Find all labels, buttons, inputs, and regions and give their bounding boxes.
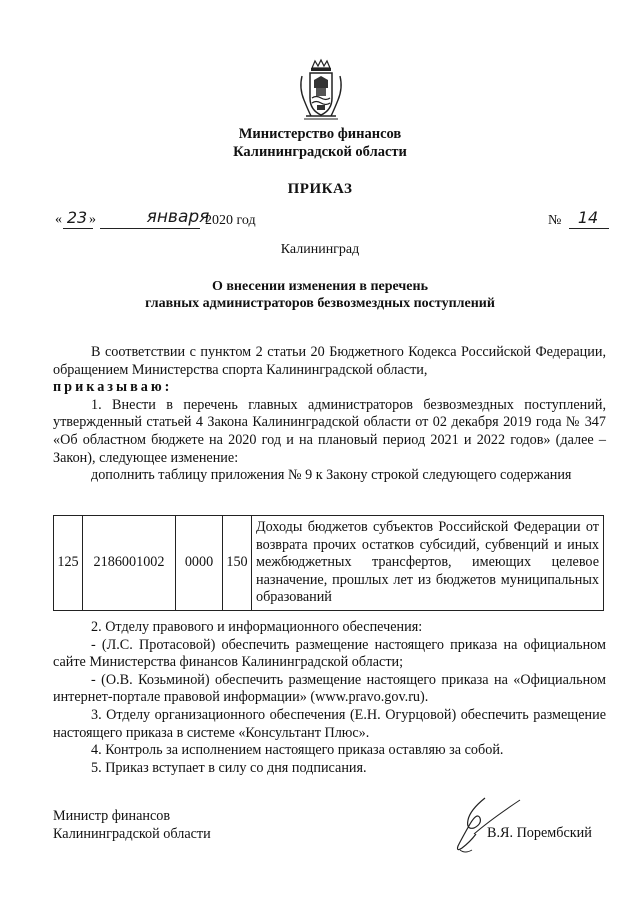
signatory-position-line1: Министр финансов: [53, 808, 171, 824]
order-body-part2: [53, 619, 606, 777]
date-number-line: [55, 209, 600, 235]
handwritten-month: января: [146, 207, 210, 227]
subject-line2: главных администраторов безвозмездных поступлений: [145, 296, 495, 311]
item-3-paragraph: 3. Отделу организационного обеспечения (Е.Н. Огурцовой) обеспечить размещение настоящего приказа в системе «Консультант Плюс».: [53, 706, 606, 741]
item-1-paragraph: 1. Внести в перечень главных администраторов безвозмездных поступлений, утвержденный статьей 4 Закона Калининградской области от 02 декабря 2019 года № 347 «Об областном бюджете на 2020 год и на плановый период 2021 и 2022 годов» (далее – Закон), следующее изменение:: [53, 396, 606, 466]
date-close-quote: »: [89, 212, 96, 227]
signatory-name: В.Я. Порембский: [487, 825, 592, 841]
number-underline: [569, 228, 609, 229]
table-cell-kosgu: 150: [223, 516, 252, 611]
preamble-paragraph: [53, 344, 606, 397]
organization-name-line2: Калининградской области: [233, 144, 407, 160]
order-body-part1: [53, 344, 606, 485]
number-label: №: [548, 213, 562, 228]
item-2-sub1-paragraph: - (Л.С. Протасовой) обеспечить размещение настоящего приказа на официальном сайте Министерства финансов Калининградской области;: [53, 636, 606, 671]
signatory-position: [53, 807, 211, 843]
month-underline: [100, 228, 200, 229]
table-cell-subcode: 0000: [176, 516, 223, 611]
coat-of-arms-emblem: [298, 58, 344, 122]
city-name: Калининград: [280, 242, 360, 257]
table-row: [54, 516, 604, 611]
item-4-paragraph: 4. Контроль за исполнением настоящего приказа оставляю за собой.: [91, 742, 504, 759]
day-underline: [63, 228, 93, 229]
table-cell-description: Доходы бюджетов субъектов Российской Федерации от возврата прочих остатков субсидий, субвенций и иных межбюджетных трансфертов, имеющих целевое назначение, прошлых лет из бюджетов муниципальных образований: [252, 516, 604, 611]
item-5-paragraph: 5. Приказ вступает в силу со дня подписания.: [91, 759, 367, 776]
item-2-sub2-paragraph: - (О.В. Козьминой) обеспечить размещение настоящего приказа на «Официальном интернет-портале правовой информации» (www.pravo.gov.ru).: [53, 671, 606, 706]
table-cell-admin-code: 125: [54, 516, 83, 611]
preamble-text: В соответствии с пунктом 2 статьи 20 Бюджетного Кодекса Российской Федерации, обращением Министерства спорта Калининградской области,: [53, 344, 606, 378]
table-cell-revenue-code: 2186001002: [83, 516, 176, 611]
item-1-addition-paragraph: дополнить таблицу приложения № 9 к Закону строкой следующего содержания: [91, 467, 572, 484]
subject-line1: О внесении изменения в перечень: [211, 279, 428, 294]
document-title: ПРИКАЗ: [287, 181, 353, 197]
signatory-position-line2: Калининградской области: [53, 826, 211, 842]
date-open-quote: «: [55, 212, 62, 227]
order-word: приказываю:: [53, 379, 173, 396]
item-2-paragraph: 2. Отделу правового и информационного обеспечения:: [91, 619, 423, 635]
handwritten-number: 14: [577, 208, 599, 227]
handwritten-day: 23: [66, 208, 88, 227]
organization-name-line1: Министерство финансов: [238, 126, 402, 142]
date-year: 2020 год: [205, 213, 256, 228]
budget-table: [53, 515, 604, 611]
